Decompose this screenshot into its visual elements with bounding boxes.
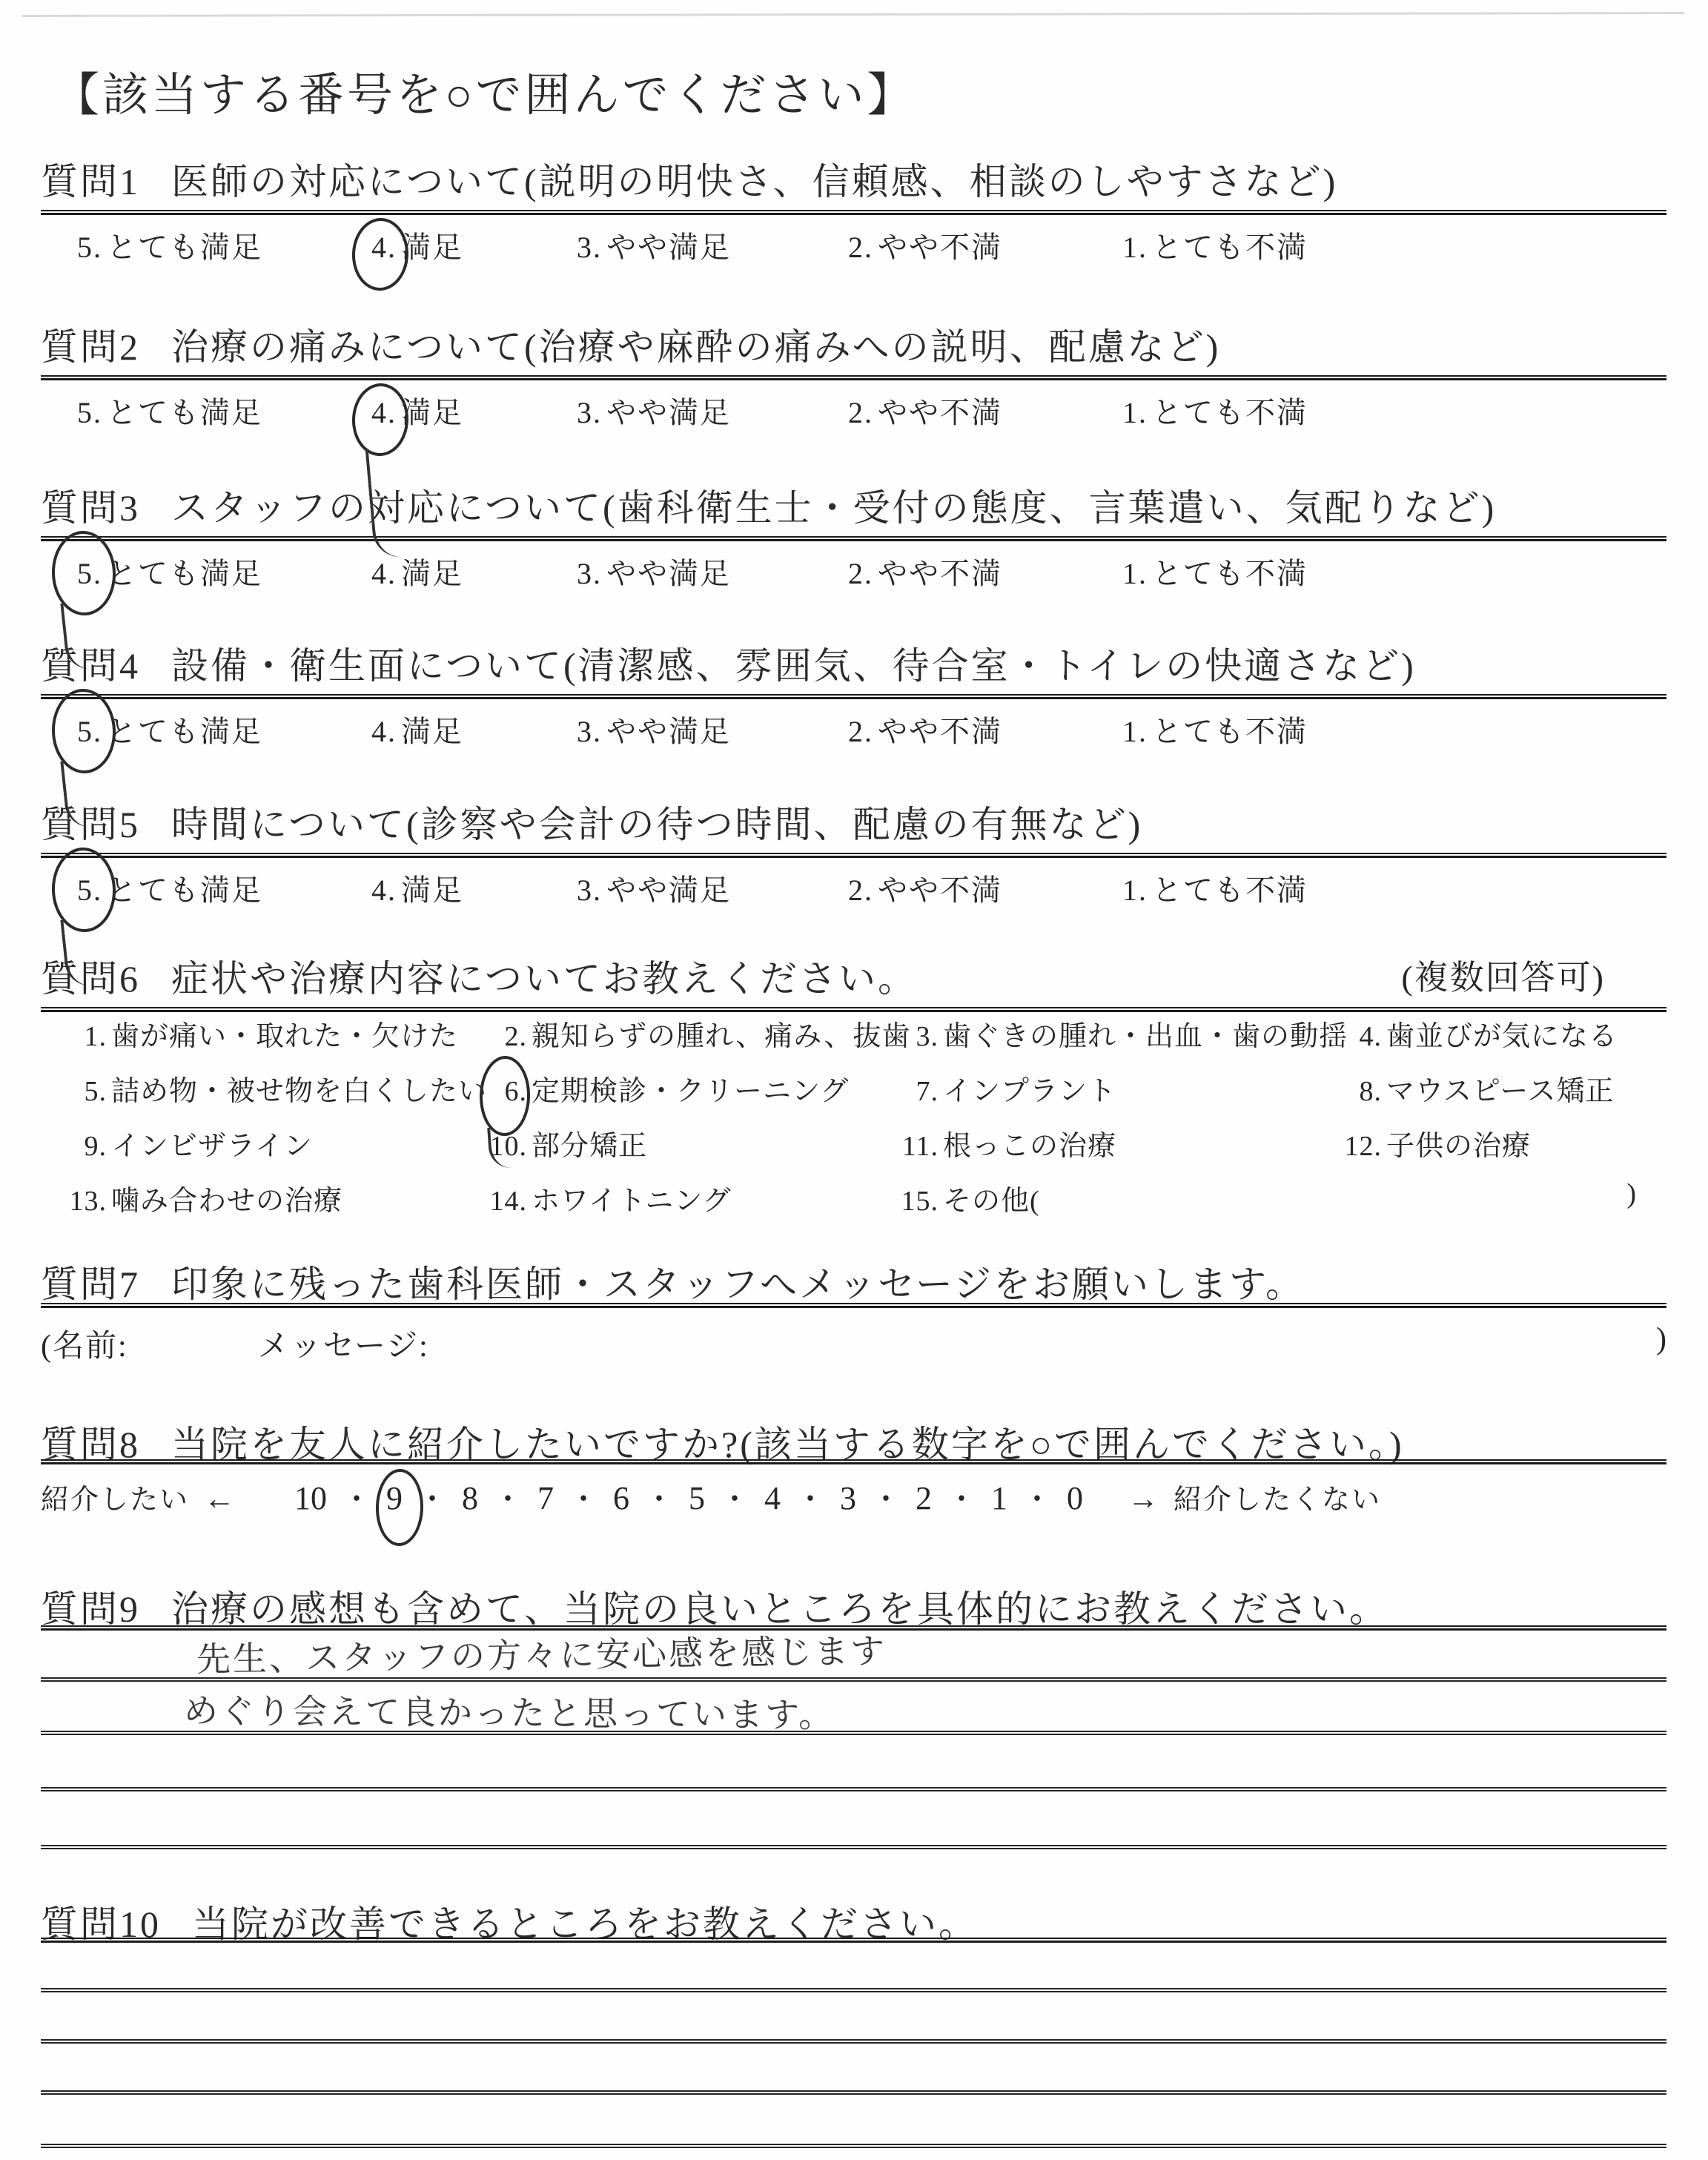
rating-option — [565, 224, 836, 266]
separator-dot: ・ — [947, 1482, 977, 1516]
header-rule — [41, 1938, 1666, 1943]
header-rule — [41, 1303, 1666, 1308]
option-label: やや満足 — [606, 715, 731, 748]
option-number: 4. — [371, 873, 397, 907]
rating-option — [836, 867, 1110, 909]
option-number: 1. — [1122, 873, 1148, 907]
option-label: 詰め物・被せ物を白くしたい — [111, 1076, 488, 1107]
separator-dot: ・ — [871, 1482, 901, 1516]
option-label: とても不満 — [1152, 396, 1308, 429]
option-number: 4. — [360, 230, 397, 265]
option-number: 1. — [1122, 231, 1148, 264]
choice-option — [486, 1178, 897, 1218]
choice-option — [1340, 1013, 1652, 1054]
question-title: 設備・衛生面について(清潔感、雰囲気、待合室・トイレの快適さなど) — [171, 645, 1416, 687]
separator-dot: ・ — [493, 1482, 523, 1516]
option-label: とても満足 — [107, 873, 262, 907]
question-3 — [0, 478, 1708, 590]
rating-option — [1110, 550, 1308, 592]
choice-option — [65, 1123, 486, 1163]
option-label: やや不満 — [878, 557, 1002, 590]
rating-option — [65, 867, 360, 909]
choice-option — [1340, 1068, 1652, 1109]
option-number: 1. — [1122, 396, 1148, 429]
question-header — [41, 478, 1708, 532]
option-label: マウスピース矯正 — [1386, 1076, 1615, 1107]
question-10 — [0, 1895, 1708, 1948]
rating-option — [836, 550, 1110, 592]
header-rule — [41, 694, 1666, 699]
nps-number: 1 — [991, 1480, 1008, 1516]
choice-option — [897, 1013, 1348, 1054]
choice-option — [65, 1013, 486, 1054]
option-number: 3. — [577, 715, 602, 748]
option-label: インビザライン — [111, 1131, 313, 1162]
question-8 — [0, 1415, 1708, 1516]
option-number: 3. — [577, 873, 602, 907]
writing-line — [41, 1787, 1666, 1791]
other-blank-space — [1040, 1178, 1627, 1218]
question-header — [41, 1255, 1708, 1308]
option-label: やや不満 — [878, 231, 1002, 264]
rating-options — [65, 550, 1308, 592]
separator-dot: ・ — [1022, 1482, 1053, 1516]
writing-line — [41, 2039, 1666, 2044]
choice-row — [65, 1123, 1652, 1163]
option-label: 噛み合わせの治療 — [111, 1186, 343, 1217]
option-number: 3. — [577, 557, 602, 590]
choice-row — [65, 1178, 1652, 1218]
name-blank-space — [128, 1321, 258, 1366]
rating-option — [836, 389, 1110, 432]
separator-dot: ・ — [720, 1482, 750, 1516]
rating-option — [360, 550, 565, 592]
option-number: 8. — [1359, 1076, 1382, 1107]
rating-option — [360, 708, 565, 750]
nps-right-label: 紹介したくない — [1174, 1484, 1382, 1516]
option-number: 6. — [486, 1075, 527, 1108]
header-rule — [41, 1007, 1666, 1012]
question-label: 質問1 — [41, 161, 140, 202]
option-number: 7. — [916, 1076, 939, 1107]
question-title: 治療の痛みについて(治療や麻酔の痛みへの説明、配慮など) — [171, 326, 1221, 368]
option-number: 3. — [577, 231, 602, 264]
question-title: スタッフの対応について(歯科衛生士・受付の態度、言葉遣い、気配りなど) — [171, 487, 1497, 529]
question-label: 質問8 — [41, 1424, 140, 1465]
option-label: 根っこの治療 — [943, 1131, 1117, 1162]
writing-line — [41, 1845, 1666, 1849]
option-label: 親知らずの腫れ、痛み、抜歯 — [532, 1021, 911, 1052]
question-5 — [0, 795, 1708, 907]
rating-options — [65, 224, 1308, 266]
separator-dot: ・ — [644, 1482, 675, 1516]
option-label: 部分矯正 — [532, 1131, 648, 1162]
rating-options — [65, 867, 1308, 909]
option-label: インプラント — [943, 1076, 1117, 1107]
choice-row — [65, 1013, 1652, 1054]
name-message-row — [41, 1321, 1668, 1366]
question-title: 当院を友人に紹介したいですか?(該当する数字を○で囲んでください。) — [171, 1424, 1404, 1465]
separator-dot: ・ — [342, 1482, 372, 1516]
question-title: 時間について(診察や会計の待つ時間、配慮の有無など) — [171, 804, 1143, 845]
separator-dot: ・ — [569, 1482, 599, 1516]
question-header — [41, 636, 1708, 690]
option-label: 満足 — [401, 396, 463, 429]
question-label: 質問2 — [41, 326, 140, 368]
question-6 — [0, 949, 1708, 1217]
question-4 — [0, 636, 1708, 748]
option-label: とても不満 — [1152, 873, 1308, 907]
header-rule — [41, 210, 1666, 215]
option-label: ホワイトニング — [532, 1186, 732, 1217]
choice-option — [486, 1013, 911, 1054]
question-label: 質問7 — [41, 1264, 140, 1305]
multi-answer-note: (複数回答可) — [1401, 959, 1605, 997]
option-number: 9. — [84, 1131, 107, 1162]
choice-option — [897, 1068, 1340, 1109]
option-number: 4. — [371, 715, 397, 748]
nps-number: 8 — [462, 1480, 479, 1516]
nps-number: 4 — [764, 1480, 781, 1516]
nps-scale-row — [41, 1476, 1381, 1518]
choice-option — [1340, 1123, 1652, 1163]
option-number: 5. — [65, 714, 102, 749]
nps-number: 0 — [1067, 1480, 1084, 1516]
option-number: 5. — [65, 556, 102, 591]
nps-number: 3 — [840, 1480, 857, 1516]
question-title: 印象に残った歯科医師・スタッフへメッセージをお願いします。 — [171, 1264, 1305, 1305]
question-header — [41, 317, 1708, 371]
option-number: 1. — [1122, 715, 1148, 748]
option-label: 満足 — [401, 715, 463, 748]
option-label: 定期検診・クリーニング — [532, 1076, 850, 1107]
option-label: 満足 — [401, 557, 463, 590]
handwritten-answer-line-2: めぐり会えて良かったと思っています。 — [183, 1691, 835, 1735]
question-title: 当院が改善できるところをお教えください。 — [192, 1903, 978, 1945]
option-number: 2. — [848, 231, 873, 264]
option-number: 12. — [1344, 1131, 1382, 1162]
option-number: 14. — [489, 1186, 527, 1217]
question-label: 質問3 — [41, 487, 140, 529]
rating-option — [360, 224, 565, 266]
option-label: やや満足 — [606, 873, 731, 907]
choice-option — [486, 1123, 897, 1163]
nps-left-label: 紹介したい — [41, 1484, 190, 1516]
nps-number: 10 — [294, 1480, 328, 1516]
header-rule — [41, 1459, 1666, 1464]
rating-option — [65, 708, 360, 750]
choice-option — [65, 1178, 486, 1218]
scan-edge-line — [22, 12, 1684, 17]
question-title: 医師の対応について(説明の明快さ、信頼感、相談のしやすさなど) — [171, 161, 1338, 202]
option-number: 4. — [1359, 1021, 1382, 1052]
option-number: 5. — [77, 396, 102, 429]
option-number: 10. — [489, 1131, 527, 1162]
option-label: 子供の治療 — [1386, 1131, 1532, 1162]
rating-option — [1110, 867, 1308, 909]
option-number: 5. — [84, 1076, 107, 1107]
separator-dot: ・ — [417, 1482, 448, 1516]
rating-option — [565, 708, 836, 750]
question-label: 質問6 — [41, 958, 140, 1000]
option-label: やや満足 — [606, 231, 731, 264]
rating-option — [65, 389, 360, 432]
writing-line — [41, 2090, 1666, 2095]
option-number: 5. — [65, 873, 102, 908]
choice-option — [897, 1178, 1040, 1218]
rating-option — [565, 867, 836, 909]
option-label: 歯が痛い・取れた・欠けた — [111, 1021, 459, 1052]
question-label: 質問5 — [41, 804, 140, 845]
name-field-label: (名前: — [41, 1330, 128, 1364]
option-label: やや不満 — [878, 396, 1002, 429]
question-9 — [0, 1579, 1708, 1735]
nps-number: 2 — [916, 1480, 933, 1516]
option-number: 3. — [916, 1021, 939, 1052]
option-label: とても満足 — [107, 557, 262, 590]
rating-option — [1110, 708, 1308, 750]
question-header — [41, 795, 1708, 848]
arrow-right-icon: → — [1128, 1482, 1159, 1516]
choice-option — [897, 1123, 1340, 1163]
option-label: 歯並びが気になる — [1386, 1021, 1618, 1052]
choice-option-other — [897, 1178, 1652, 1218]
nps-number: 6 — [613, 1480, 630, 1516]
option-number: 2. — [504, 1021, 527, 1052]
question-title: 治療の感想も含めて、当院の良いところを具体的にお教えください。 — [171, 1588, 1388, 1630]
message-field-label: メッセージ: — [257, 1330, 429, 1364]
rating-options — [65, 708, 1308, 750]
question-7 — [0, 1255, 1708, 1364]
writing-line — [41, 2144, 1666, 2148]
nps-number: 5 — [689, 1480, 706, 1516]
separator-dot: ・ — [795, 1482, 826, 1516]
rating-option — [565, 550, 836, 592]
rating-option — [360, 389, 565, 432]
closing-paren: ) — [1656, 1322, 1668, 1356]
header-rule — [41, 375, 1666, 380]
option-label: やや不満 — [878, 873, 1002, 907]
option-label: とても不満 — [1152, 557, 1308, 590]
question-label: 質問4 — [41, 645, 140, 687]
option-label: やや満足 — [606, 396, 731, 429]
option-number: 2. — [848, 396, 873, 429]
option-number: 11. — [901, 1131, 939, 1162]
option-label: とても満足 — [107, 396, 262, 429]
handwritten-answer-line-1: 先生、スタッフの方々に安心感を感じます — [196, 1632, 887, 1679]
question-header — [41, 152, 1708, 205]
choice-row — [65, 1068, 1652, 1109]
option-number: 5. — [77, 231, 102, 264]
question-label: 質問9 — [41, 1588, 140, 1630]
option-number: 4. — [371, 557, 397, 590]
question-title: 症状や治療内容についてお教えください。 — [171, 958, 917, 1000]
page-title: 【該当する番号を○で囲んでください】 — [53, 70, 916, 121]
option-label: やや満足 — [606, 557, 731, 590]
rating-option — [836, 708, 1110, 750]
arrow-left-icon: ← — [204, 1482, 236, 1516]
option-label: とても不満 — [1152, 715, 1308, 748]
question-2 — [0, 317, 1708, 429]
option-number: 3. — [577, 396, 602, 429]
option-label: やや不満 — [878, 715, 1002, 748]
rating-option — [65, 550, 360, 592]
question-1 — [0, 152, 1708, 264]
option-label: とても満足 — [107, 715, 262, 748]
option-label: 歯ぐきの腫れ・出血・歯の動揺 — [943, 1021, 1348, 1052]
rating-option — [565, 389, 836, 432]
option-label: とても満足 — [107, 231, 262, 264]
closing-paren: ) — [1626, 1178, 1637, 1209]
option-number: 1. — [1122, 557, 1148, 590]
rating-option — [360, 867, 565, 909]
option-number: 2. — [848, 557, 873, 590]
rating-option — [1110, 389, 1308, 432]
option-number: 13. — [69, 1186, 107, 1217]
nps-number: 9 — [386, 1480, 403, 1516]
header-rule — [41, 536, 1666, 541]
option-number: 2. — [848, 715, 873, 748]
question-label: 質問10 — [41, 1903, 161, 1945]
choice-option — [65, 1068, 486, 1109]
nps-number: 7 — [537, 1480, 555, 1516]
option-label: 満足 — [401, 873, 463, 907]
option-number: 2. — [848, 873, 873, 907]
writing-line — [41, 1988, 1666, 1992]
rating-option — [836, 224, 1110, 266]
rating-option — [1110, 224, 1308, 266]
option-number: 4. — [360, 395, 397, 430]
option-number: 1. — [84, 1021, 107, 1052]
message-blank-space — [429, 1321, 1656, 1366]
option-label: 満足 — [401, 231, 463, 264]
rating-option — [65, 224, 360, 266]
rating-options — [65, 389, 1308, 432]
choice-option — [486, 1068, 897, 1109]
option-number: 15. — [901, 1186, 939, 1217]
option-label: その他( — [943, 1186, 1040, 1217]
header-rule — [41, 853, 1666, 858]
option-label: とても不満 — [1152, 231, 1308, 264]
